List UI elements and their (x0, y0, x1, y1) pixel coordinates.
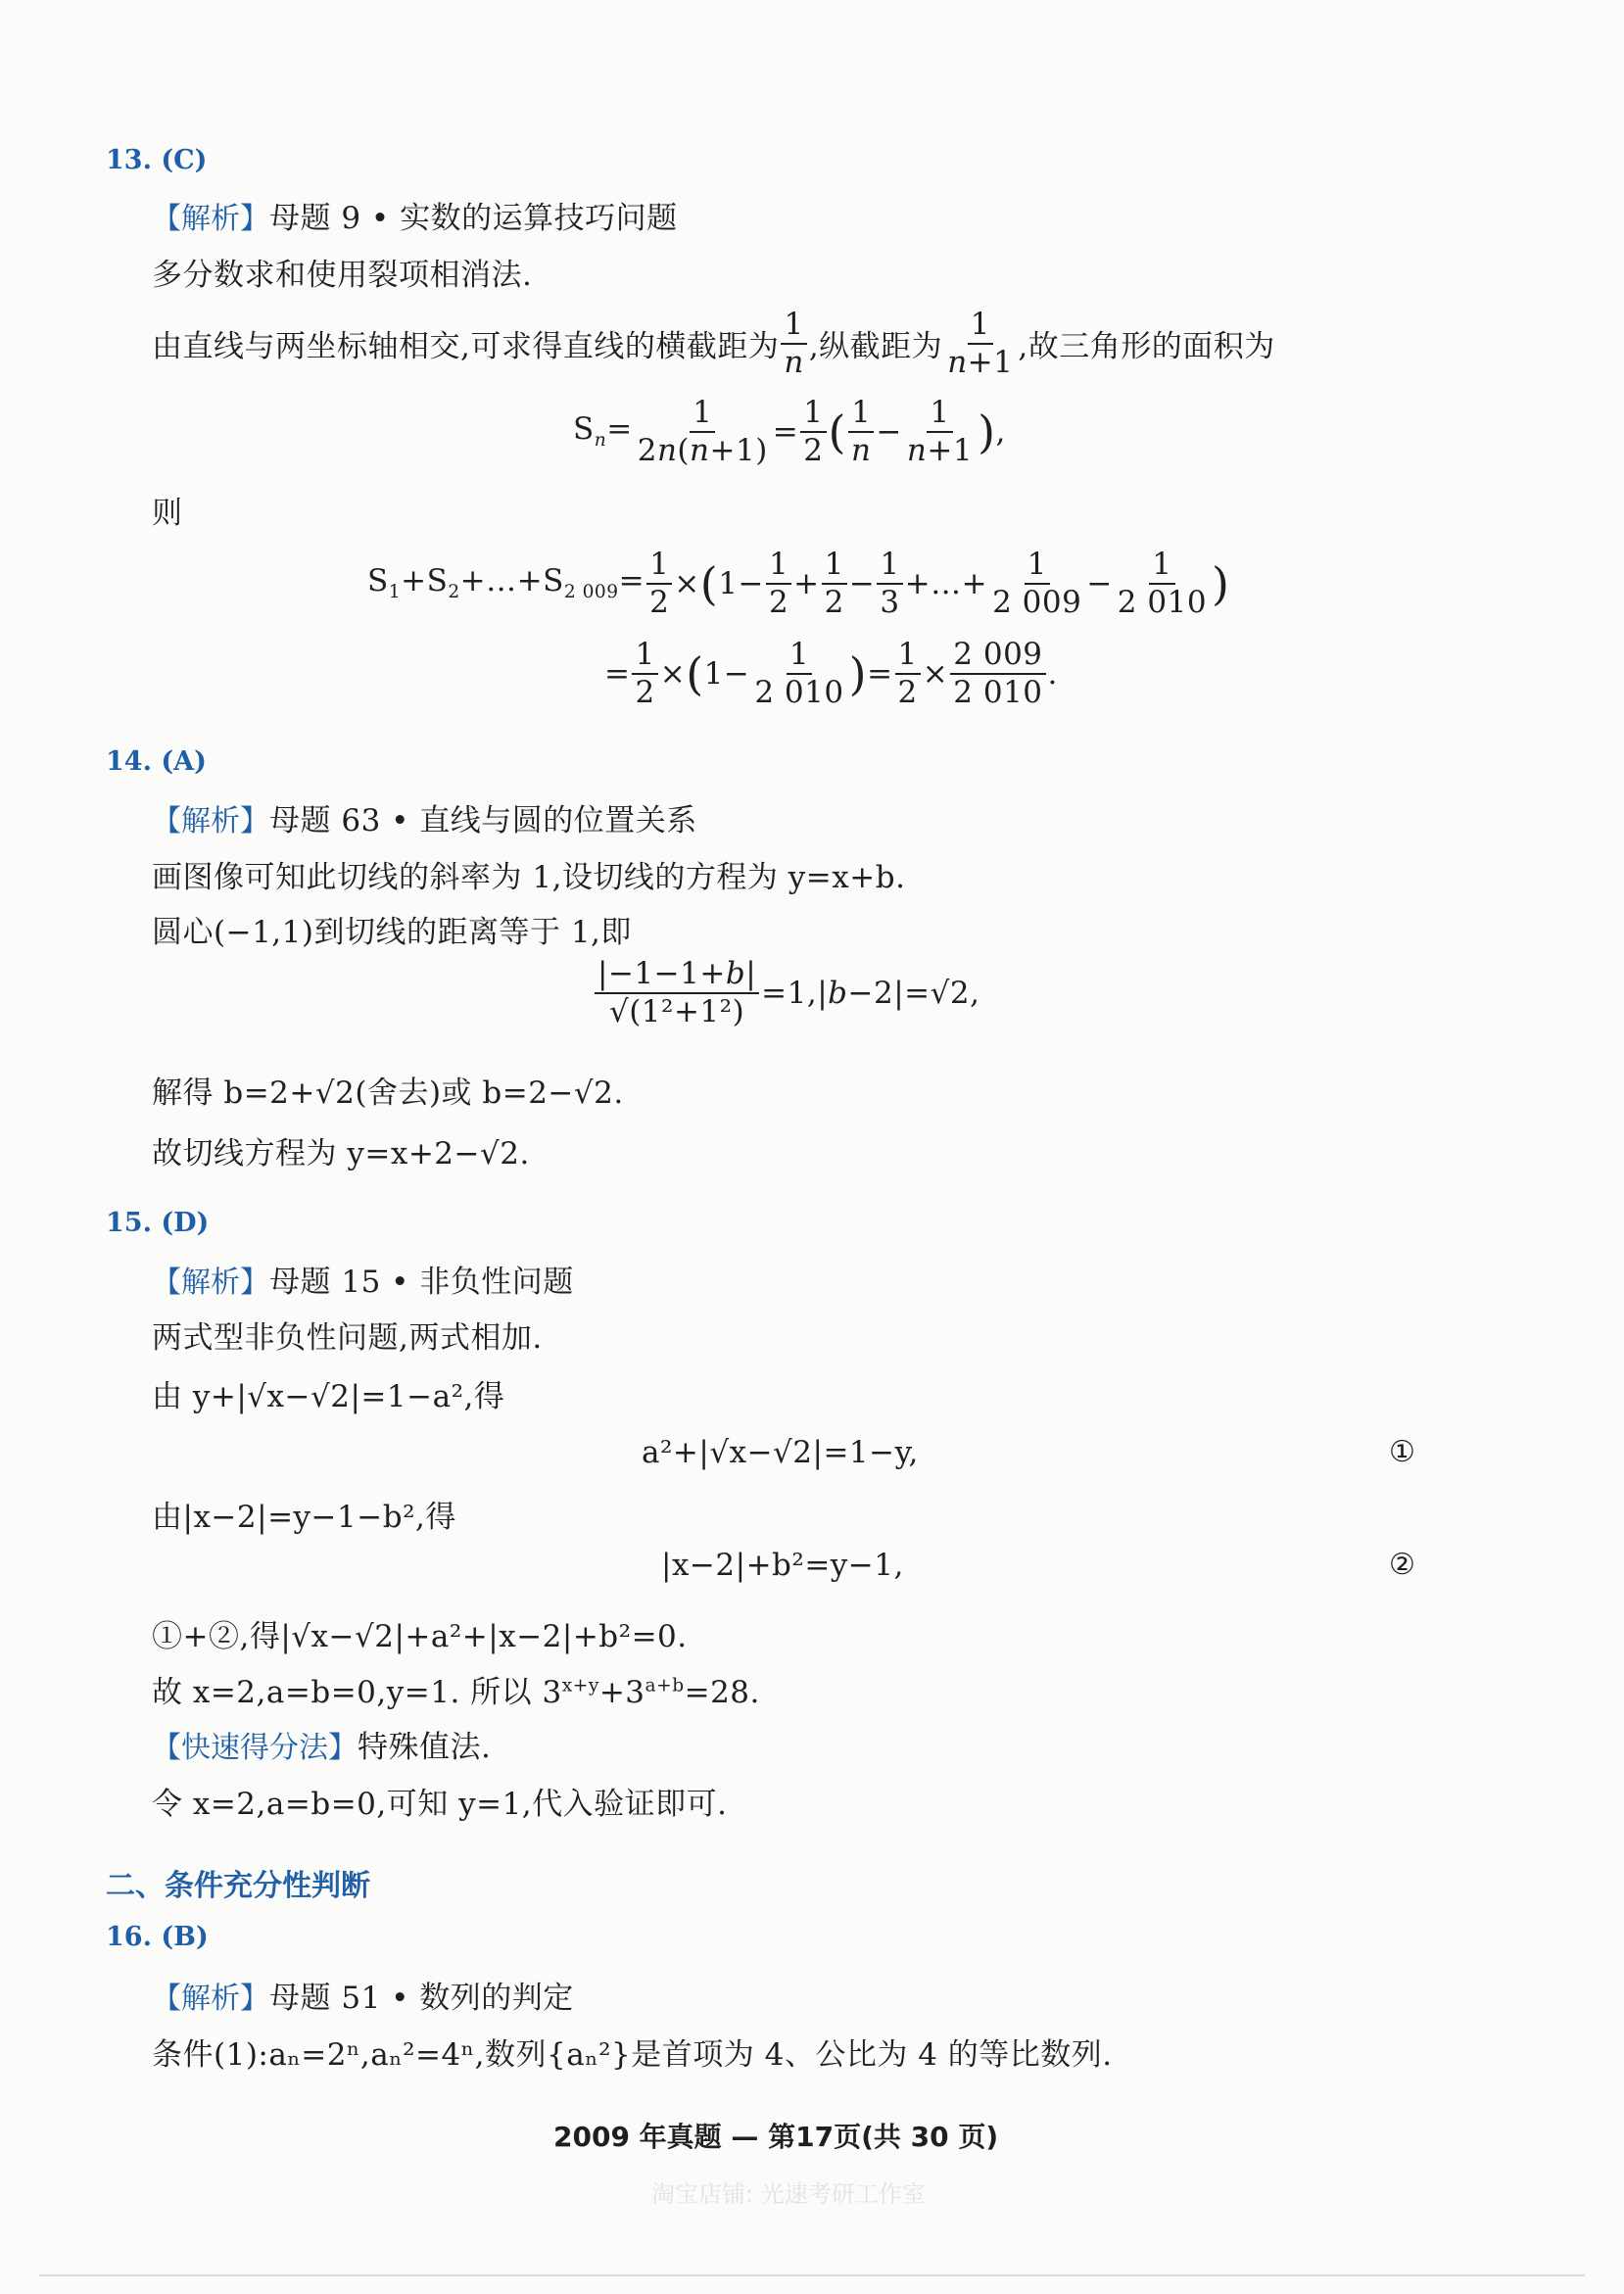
q14-title: 母题 63 • 直线与圆的位置关系 (269, 803, 697, 838)
q15-line5: 故 x=2,a=b=0,y=1. 所以 $3^{x+y}+3^{a+b}=28$. (152, 1675, 760, 1710)
q13-analysis-header (152, 193, 678, 237)
analysis-tag: 【解析】 (152, 1266, 269, 1300)
q15-line3: 由|x−2|=y−1−b²,得 (152, 1500, 456, 1535)
q14-line1: 画图像可知此切线的斜率为 1,设切线的方程为 y=x+b. (152, 860, 906, 895)
q13-line2: 由直线与两坐标轴相交,可求得直线的横截距为 $\frac{1}{n}$ ,纵截距为 $\frac{1}{n+1}$ ,故三角形的面积为 (152, 307, 1275, 380)
quick-method-tag: 【快速得分法】 (152, 1731, 358, 1765)
analysis-tag: 【解析】 (152, 202, 269, 236)
question-15-number: 15. (D) (106, 1208, 210, 1238)
fraction-1-over-n: $\frac{1}{n}$ (781, 309, 806, 378)
question-16-number: 16. (B) (106, 1922, 209, 1952)
q13-ze: 则 (152, 496, 183, 531)
q15-title: 母题 15 • 非负性问题 (269, 1265, 574, 1300)
formula-sn: $S_n=$ $\frac{1}{2n(n+1)}$ = $\frac{1}{2}$ ( $\frac{1}{n}$ − $\frac{1}{n+1}$ ) , (573, 395, 1006, 468)
q14-line2: 圆心(−1,1)到切线的距离等于 1,即 (152, 915, 632, 950)
q15-quick-method: 【快速得分法】特殊值法. (152, 1730, 492, 1765)
equation-marker-1: ① (1389, 1435, 1416, 1469)
q16-analysis-header (152, 1973, 574, 2017)
q14-line3: 解得 b=2+√2(舍去)或 b=2−√2. (152, 1075, 624, 1111)
q15-line2: 由 y+|√x−√2|=1−a²,得 (152, 1379, 505, 1414)
q16-line1: 条件(1):aₙ=2ⁿ,aₙ²=4ⁿ,数列{aₙ²}是首项为 4、公比为 4 的等比数列. (152, 2037, 1113, 2073)
page-footer: 2009 年真题 — 第17页(共 30 页) (553, 2121, 999, 2153)
formula-sum-line1: $S_1+S_2+\dots+S_{2 009}=$ $\frac{1}{2}$ × ( 1− $\frac{1}{2}$ + $\frac{1}{2}$ − $\frac{1}{3}$ +…+ $\frac{1}{2 009}$ − $\frac{1}{2 010}$ ) (367, 547, 1230, 620)
question-14-number: 14. (A) (106, 746, 207, 777)
q16-title: 母题 51 • 数列的判定 (269, 1981, 574, 2016)
section-heading: 二、条件充分性判断 (106, 1869, 370, 1903)
page-bottom-divider (39, 2274, 1585, 2276)
equation-marker-2: ② (1389, 1548, 1416, 1582)
q15-line1: 两式型非负性问题,两式相加. (152, 1320, 543, 1356)
q15-line6: 令 x=2,a=b=0,可知 y=1,代入验证即可. (152, 1787, 728, 1822)
formula-distance: $\frac{|-1-1+b|}{\text{√(1²+1²)}}$ =1,|b−2|=√2, (593, 958, 979, 1028)
q15-analysis-header (152, 1257, 574, 1301)
q15-eq2: |x−2|+b²=y−1, (661, 1548, 904, 1583)
watermark: 淘宝店铺: 光速考研工作室 (651, 2180, 926, 2208)
question-13-number: 13. (C) (106, 145, 208, 175)
q15-eq1: a²+|√x−√2|=1−y, (642, 1435, 919, 1470)
q13-title: 母题 9 • 实数的运算技巧问题 (269, 201, 678, 236)
q14-line4: 故切线方程为 y=x+2−√2. (152, 1136, 530, 1171)
q14-analysis-header (152, 795, 697, 839)
formula-sum-line2: = $\frac{1}{2}$ × ( 1− $\frac{1}{2 010}$ ) = $\frac{1}{2}$ × $\frac{2 009}{2 010}$ . (604, 637, 1058, 710)
q13-line1: 多分数求和使用裂项相消法. (152, 258, 533, 293)
analysis-tag: 【解析】 (152, 804, 269, 838)
q15-line4: ①+②,得|√x−√2|+a²+|x−2|+b²=0. (152, 1619, 688, 1654)
analysis-tag: 【解析】 (152, 1982, 269, 2016)
fraction-1-over-n-plus-1: $\frac{1}{n+1}$ (947, 307, 1014, 380)
